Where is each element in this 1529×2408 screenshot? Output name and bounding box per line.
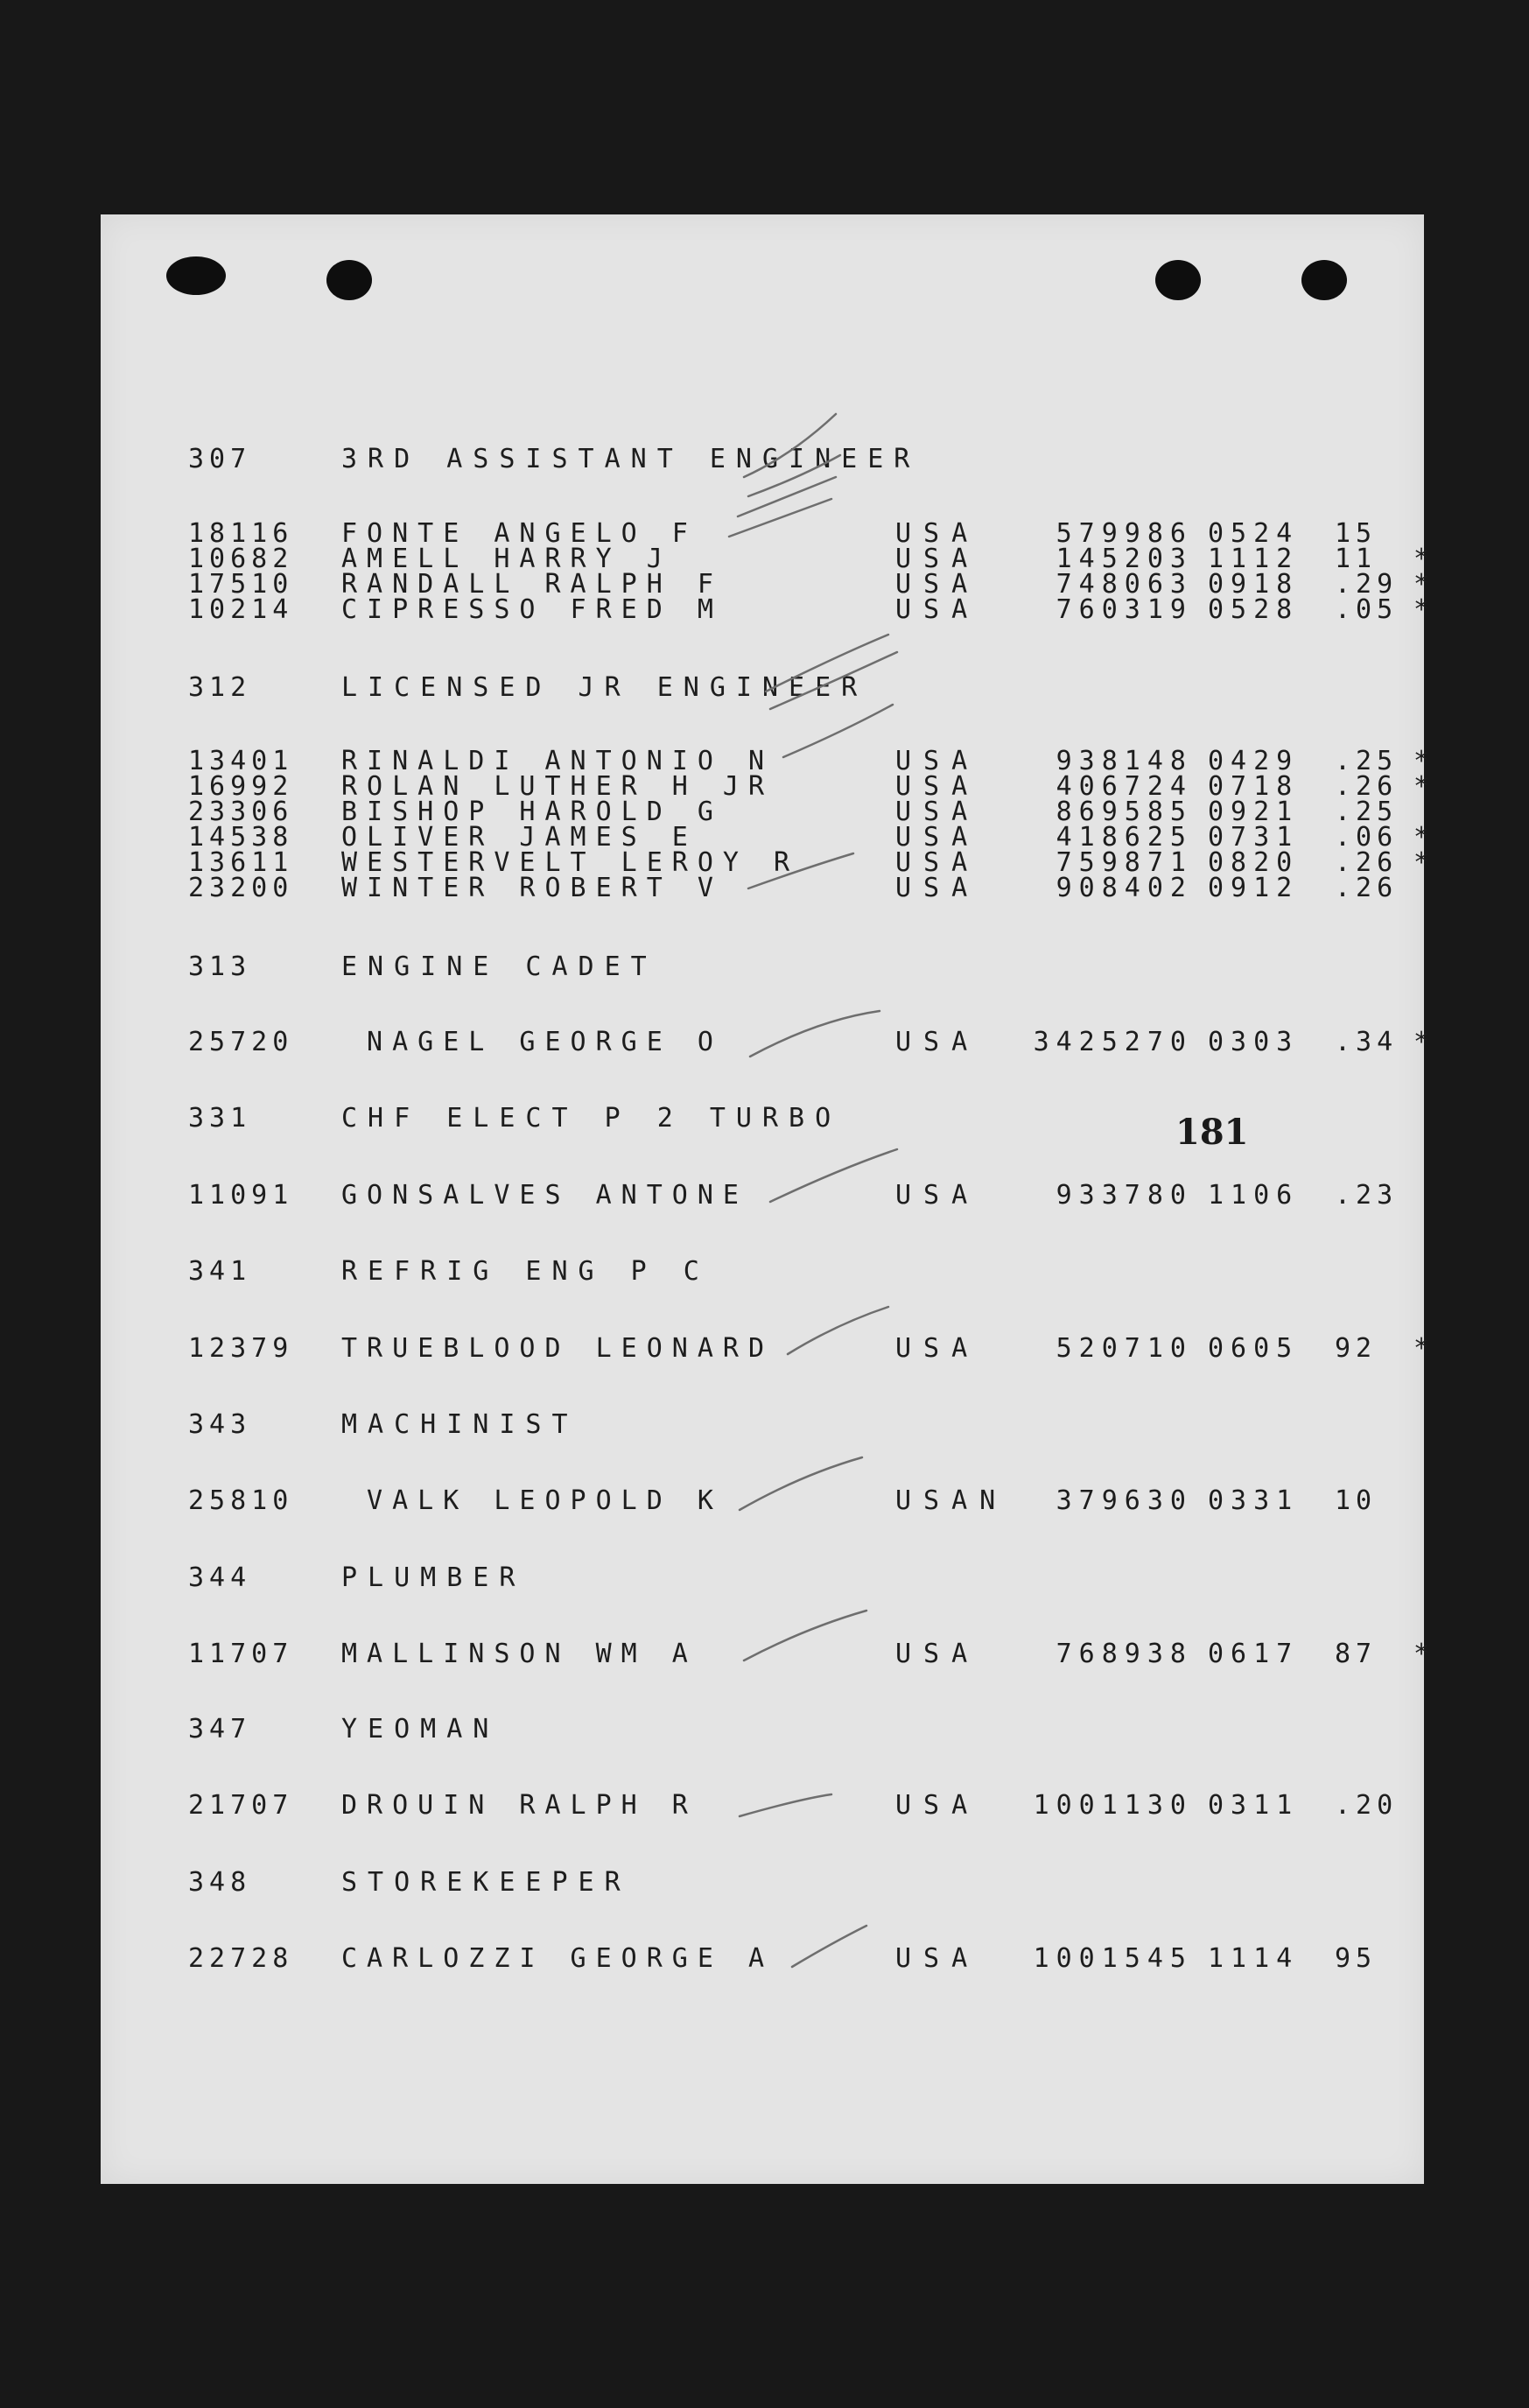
section-code: 313 — [188, 951, 252, 982]
row-mark: * — [1413, 1027, 1432, 1057]
row-id: 13401 — [188, 746, 294, 776]
table-row — [188, 1943, 1413, 1974]
table-row — [188, 746, 1432, 776]
section-title: MACHINIST — [341, 1409, 579, 1440]
row-country: USA — [895, 1943, 980, 1974]
row-country: USAN — [895, 1485, 1008, 1516]
row-country: USA — [895, 1333, 980, 1364]
row-number: 3425270 — [1033, 1027, 1193, 1057]
row-id: 18116 — [188, 518, 294, 549]
row-country: USA — [895, 771, 980, 802]
row-date: 0429 — [1208, 746, 1300, 776]
row-mark: * — [1413, 822, 1432, 853]
row-name: AMELL HARRY J — [341, 544, 672, 574]
row-name: GONSALVES ANTONE — [341, 1180, 748, 1211]
row-number: 579986 — [1056, 518, 1193, 549]
section-code: 331 — [188, 1103, 252, 1134]
table-row — [188, 594, 1432, 625]
row-code: .26 — [1335, 847, 1399, 878]
row-id: 21707 — [188, 1790, 294, 1821]
row-name: RINALDI ANTONIO N — [341, 746, 775, 776]
table-row — [188, 822, 1432, 853]
row-date: 0820 — [1208, 847, 1300, 878]
row-code: .05 — [1335, 594, 1399, 625]
row-date: 0731 — [1208, 822, 1300, 853]
section-title: ENGINE CADET — [341, 951, 657, 982]
row-date: 0528 — [1208, 594, 1300, 625]
section-header — [188, 951, 1413, 982]
row-code: 11 — [1335, 544, 1378, 574]
row-code: 10 — [1335, 1485, 1378, 1516]
table-row — [188, 873, 1413, 901]
row-country: USA — [895, 594, 980, 625]
row-country: USA — [895, 1639, 980, 1669]
row-mark: * — [1413, 569, 1432, 600]
section-code: 307 — [188, 444, 252, 474]
row-name: OLIVER JAMES E — [341, 822, 698, 853]
punch-hole — [1301, 260, 1347, 300]
row-code: .20 — [1335, 1790, 1399, 1821]
row-number: 418625 — [1056, 822, 1193, 853]
section-code: 341 — [188, 1256, 252, 1287]
row-country: USA — [895, 797, 980, 827]
row-name: VALK LEOPOLD K — [341, 1485, 723, 1516]
table-row — [188, 771, 1432, 802]
row-id: 10214 — [188, 594, 294, 625]
section-header — [188, 1867, 1413, 1898]
row-code: .23 — [1335, 1180, 1399, 1211]
row-mark: * — [1413, 1639, 1432, 1669]
row-date: 0303 — [1208, 1027, 1300, 1057]
row-number: 379630 — [1056, 1485, 1193, 1516]
row-code: .06 — [1335, 822, 1399, 853]
table-row — [188, 1333, 1432, 1364]
row-number: 768938 — [1056, 1639, 1193, 1669]
row-date: 0524 — [1208, 518, 1300, 549]
row-number: 938148 — [1056, 746, 1193, 776]
row-country: USA — [895, 822, 980, 853]
section-header — [188, 1562, 1413, 1593]
section-code: 312 — [188, 672, 252, 703]
section-code: 344 — [188, 1562, 252, 1593]
row-name: NAGEL GEORGE O — [341, 1027, 723, 1057]
row-name: MALLINSON WM A — [341, 1639, 698, 1669]
section-header — [188, 1714, 1413, 1745]
table-row — [188, 797, 1413, 825]
punch-hole — [166, 256, 226, 295]
row-date: 0311 — [1208, 1790, 1300, 1821]
table-row — [188, 1790, 1413, 1821]
table-row — [188, 847, 1432, 878]
section-title: LICENSED JR ENGINEER — [341, 672, 868, 703]
row-code: .25 — [1335, 746, 1399, 776]
row-id: 25810 — [188, 1485, 294, 1516]
section-code: 348 — [188, 1867, 252, 1898]
row-code: 87 — [1335, 1639, 1378, 1669]
row-code: 92 — [1335, 1333, 1378, 1364]
row-country: USA — [895, 518, 980, 549]
row-date: 0912 — [1208, 873, 1300, 903]
section-code: 347 — [188, 1714, 252, 1745]
section-title: REFRIG ENG P C — [341, 1256, 710, 1287]
row-country: USA — [895, 847, 980, 878]
row-country: USA — [895, 1180, 980, 1211]
row-date: 0605 — [1208, 1333, 1300, 1364]
row-mark: * — [1413, 544, 1432, 574]
row-mark: * — [1413, 594, 1432, 625]
section-code: 343 — [188, 1409, 252, 1440]
row-country: USA — [895, 746, 980, 776]
row-id: 23200 — [188, 873, 294, 903]
row-number: 933780 — [1056, 1180, 1193, 1211]
row-name: WINTER ROBERT V — [341, 873, 723, 903]
row-number: 406724 — [1056, 771, 1193, 802]
row-name: CARLOZZI GEORGE A — [341, 1943, 775, 1974]
row-id: 11707 — [188, 1639, 294, 1669]
row-number: 145203 — [1056, 544, 1193, 574]
row-date: 1114 — [1208, 1943, 1300, 1974]
row-name: DROUIN RALPH R — [341, 1790, 698, 1821]
section-title: 3RD ASSISTANT ENGINEER — [341, 444, 921, 474]
punch-hole — [326, 260, 372, 300]
row-name: ROLAN LUTHER H JR — [341, 771, 775, 802]
section-title: YEOMAN — [341, 1714, 500, 1745]
row-code: .26 — [1335, 873, 1399, 903]
row-name: BISHOP HAROLD G — [341, 797, 723, 827]
row-number: 908402 — [1056, 873, 1193, 903]
section-title: PLUMBER — [341, 1562, 526, 1593]
row-id: 23306 — [188, 797, 294, 827]
row-code: 95 — [1335, 1943, 1378, 1974]
table-row — [188, 1180, 1413, 1211]
table-row — [188, 1027, 1432, 1057]
section-title: STOREKEEPER — [341, 1867, 631, 1898]
document-sheet — [101, 214, 1432, 2184]
page-number: 181 — [1175, 1112, 1249, 1153]
row-name: WESTERVELT LEROY R — [341, 847, 800, 878]
row-country: USA — [895, 569, 980, 600]
row-date: 1106 — [1208, 1180, 1300, 1211]
table-row — [188, 569, 1432, 600]
row-id: 17510 — [188, 569, 294, 600]
row-number: 520710 — [1056, 1333, 1193, 1364]
table-row — [188, 1639, 1432, 1669]
row-name: CIPRESSO FRED M — [341, 594, 723, 625]
row-date: 0617 — [1208, 1639, 1300, 1669]
row-date: 0918 — [1208, 569, 1300, 600]
row-number: 869585 — [1056, 797, 1193, 827]
row-code: .34 — [1335, 1027, 1399, 1057]
row-id: 16992 — [188, 771, 294, 802]
row-country: USA — [895, 1027, 980, 1057]
row-code: 15 — [1335, 518, 1378, 549]
row-country: USA — [895, 1790, 980, 1821]
row-id: 13611 — [188, 847, 294, 878]
row-mark: * — [1413, 847, 1432, 878]
row-date: 1112 — [1208, 544, 1300, 574]
table-row — [188, 1485, 1413, 1516]
row-mark: * — [1413, 1333, 1432, 1364]
row-mark: * — [1413, 746, 1432, 776]
row-name: RANDALL RALPH F — [341, 569, 723, 600]
section-title: CHF ELECT P 2 TURBO — [341, 1103, 842, 1134]
row-code: .26 — [1335, 771, 1399, 802]
row-id: 25720 — [188, 1027, 294, 1057]
row-id: 11091 — [188, 1180, 294, 1211]
row-id: 12379 — [188, 1333, 294, 1364]
punch-hole — [1155, 260, 1201, 300]
table-row — [188, 518, 1413, 549]
row-country: USA — [895, 544, 980, 574]
section-header — [188, 444, 1413, 472]
row-number: 748063 — [1056, 569, 1193, 600]
row-number: 1001130 — [1033, 1790, 1193, 1821]
row-country: USA — [895, 873, 980, 903]
section-header — [188, 1256, 1413, 1287]
table-row — [188, 544, 1432, 574]
row-id: 10682 — [188, 544, 294, 574]
row-id: 14538 — [188, 822, 294, 853]
row-id: 22728 — [188, 1943, 294, 1974]
row-mark: * — [1413, 771, 1432, 802]
row-code: .29 — [1335, 569, 1399, 600]
row-date: 0921 — [1208, 797, 1300, 827]
row-number: 759871 — [1056, 847, 1193, 878]
row-date: 0331 — [1208, 1485, 1300, 1516]
section-header — [188, 1409, 1413, 1440]
row-code: .25 — [1335, 797, 1399, 827]
row-date: 0718 — [1208, 771, 1300, 802]
row-name: TRUEBLOOD LEONARD — [341, 1333, 775, 1364]
row-number: 1001545 — [1033, 1943, 1193, 1974]
section-header — [188, 672, 1413, 703]
row-number: 760319 — [1056, 594, 1193, 625]
row-name: FONTE ANGELO F — [341, 518, 698, 549]
